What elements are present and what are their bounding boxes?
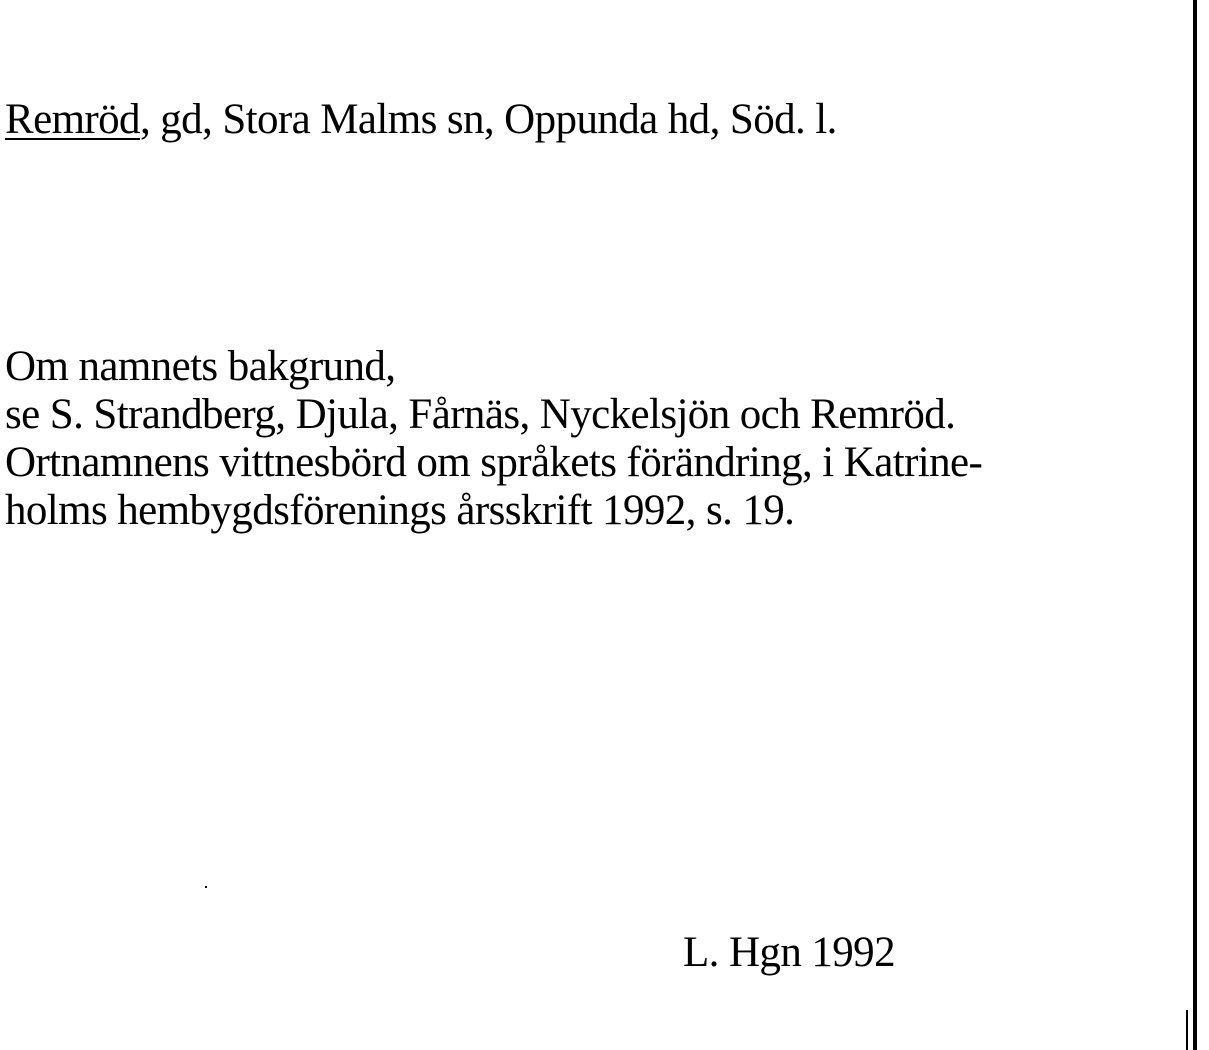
body-line: Om namnets bakgrund, <box>5 343 396 390</box>
entry-heading <box>5 96 837 144</box>
place-name: Remröd <box>5 96 140 143</box>
body-line: se S. Strandberg, Djula, Fårnäs, Nyckelsjön och Remröd. <box>5 391 956 438</box>
body-line: Ortnamnens vittnesbörd om språkets förändring, i Katrine- <box>5 439 983 486</box>
card-edge-mark <box>1186 1010 1188 1050</box>
scan-speck <box>205 886 207 888</box>
place-details: , gd, Stora Malms sn, Oppunda hd, Söd. l. <box>139 96 837 143</box>
signature: L. Hgn 1992 <box>683 929 895 976</box>
card-right-border <box>1193 0 1197 1050</box>
entry-body <box>5 343 1175 535</box>
body-line: holms hembygdsförenings årsskrift 1992, s. 19. <box>5 487 795 534</box>
